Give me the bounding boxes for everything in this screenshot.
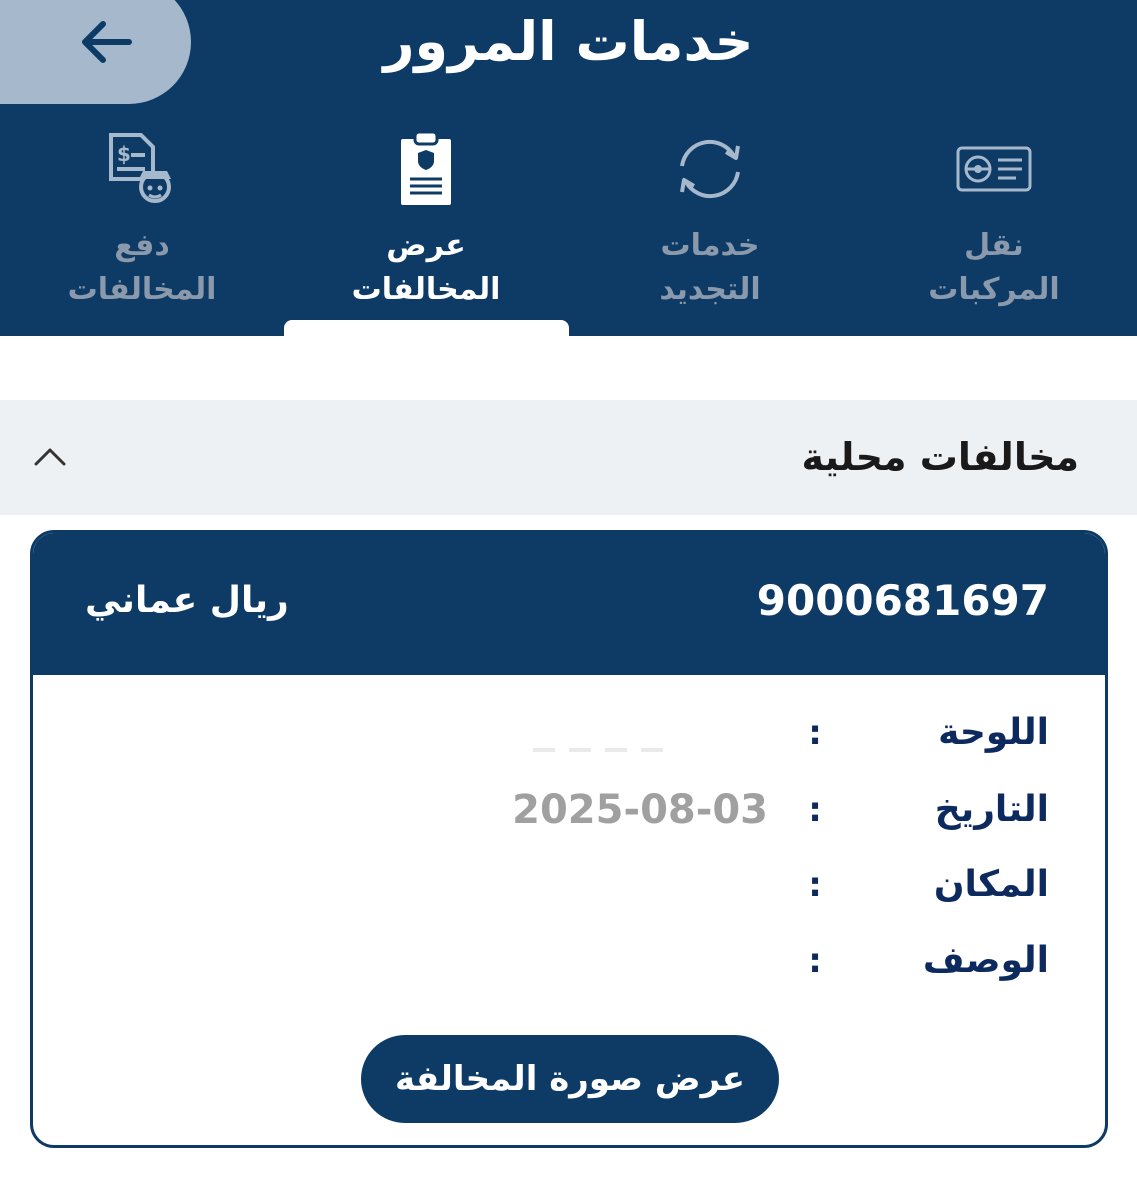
location-label: المكان <box>933 864 1049 905</box>
location-row <box>33 855 1105 915</box>
tab-vehicle-transfer[interactable] <box>852 128 1136 336</box>
violation-number: 9000681697 <box>756 576 1049 625</box>
tab-pay-fines[interactable] <box>0 128 284 336</box>
date-value: 2025-08-03 <box>512 787 768 833</box>
app-header <box>0 0 1137 336</box>
colon: : <box>808 941 822 981</box>
tab-label: دفع المخالفات <box>67 228 217 307</box>
view-violation-image-button[interactable]: عرض صورة المخالفة <box>361 1035 779 1123</box>
pay-fines-icon <box>97 128 187 210</box>
tab-label: نقل المركبات <box>928 228 1060 307</box>
tab-label: خدمات التجديد <box>659 228 761 307</box>
back-button[interactable] <box>0 0 191 104</box>
active-tab-indicator <box>284 320 569 336</box>
chevron-up-icon[interactable] <box>32 442 68 472</box>
svg-text:$: $ <box>117 142 131 166</box>
violation-card-header <box>33 533 1105 675</box>
section-title: مخالفات محلية <box>801 435 1079 479</box>
redacted-plate <box>533 748 663 752</box>
content-top <box>0 336 1137 400</box>
tab-label: عرض المخالفات <box>351 228 501 307</box>
plate-row <box>33 703 1105 763</box>
plate-label: اللوحة <box>938 712 1049 753</box>
arrow-left-icon <box>77 18 135 66</box>
refresh-icon <box>665 128 755 210</box>
clipboard-badge-icon <box>381 128 471 210</box>
date-row <box>33 780 1105 840</box>
violation-card <box>30 530 1108 1148</box>
description-row <box>33 931 1105 991</box>
colon: : <box>808 713 822 753</box>
date-label: التاريخ <box>934 789 1049 830</box>
vehicle-card-icon <box>949 128 1039 210</box>
description-label: الوصف <box>922 940 1049 981</box>
page-title: خدمات المرور <box>383 10 754 73</box>
colon: : <box>808 790 822 830</box>
tab-view-violations[interactable] <box>284 128 568 336</box>
local-violations-section-header[interactable] <box>0 400 1137 515</box>
tab-renewal-services[interactable] <box>568 128 852 336</box>
currency-label: ريال عماني <box>85 580 289 621</box>
colon: : <box>808 865 822 905</box>
